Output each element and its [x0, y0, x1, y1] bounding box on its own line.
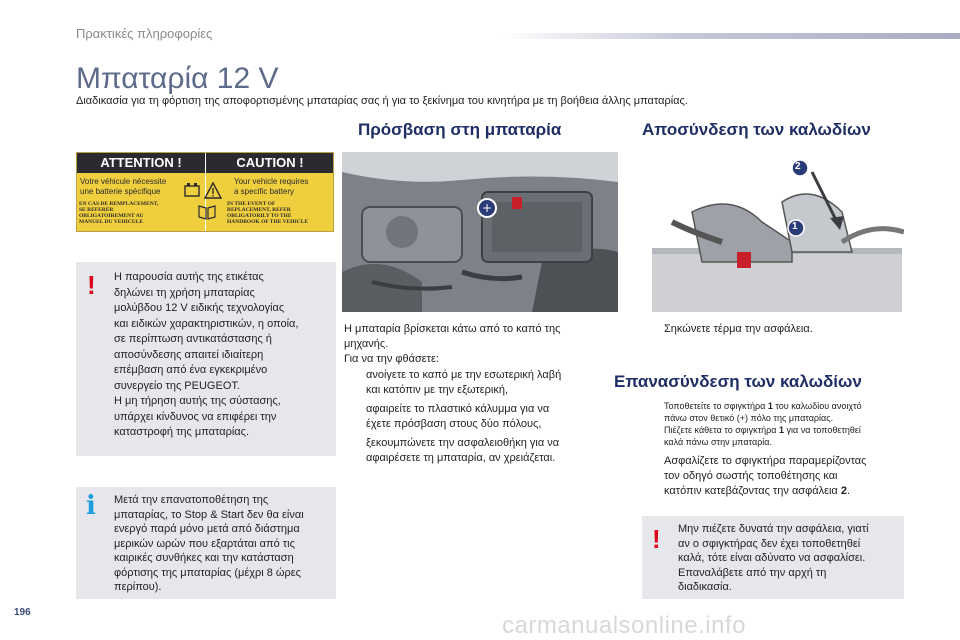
reconnect-step-2b: καλά πάνω στην μπαταρία.	[664, 437, 773, 447]
warning-line: συνεργείο της PEUGEOT.	[114, 379, 240, 392]
callout-2: 2	[795, 161, 801, 172]
access-step-line: ανοίγετε το καπό με την εσωτερική λαβή	[366, 369, 562, 381]
reconnect-step-2: Πιέζετε κάθετα το σφιγκτήρα 1 για να τοποθετηθεί	[664, 425, 861, 435]
cable-disconnect-diagram	[642, 152, 904, 312]
battery-warning-label	[76, 152, 334, 232]
reconnect-step-1b: πάνω στον θετικό (+) πόλο της μπαταρίας.	[664, 413, 834, 423]
label-right-title: CAUTION !	[206, 153, 334, 173]
info-line: Μετά την επανατοποθέτηση της	[114, 494, 269, 506]
reconnect-step-1: Τοποθετείτε το σφιγκτήρα 1 του καλωδίου ανοιχτό	[664, 401, 862, 411]
label-left-fine2: SE REFERER	[79, 207, 114, 213]
access-step-line: και κατόπιν με την εξωτερική,	[366, 384, 509, 396]
warning-line: Η μη τήρηση αυτής της σύστασης,	[114, 395, 281, 407]
access-intro-1: Η μπαταρία βρίσκεται κάτω από το καπό της	[344, 323, 561, 335]
access-intro-3: Για να την φθάσετε:	[344, 353, 439, 365]
access-step-line: αφαιρέσετε τη μπαταρία, αν χρειάζεται.	[366, 452, 556, 464]
reconnect-step-3a: Ασφαλίζετε το σφιγκτήρα παραμερίζοντας	[664, 455, 867, 467]
info-line: μερικών ωρών που εξαρτάται από τις	[114, 537, 295, 550]
label-right-fine1: IN THE EVENT OF	[227, 201, 276, 207]
warning-line: σε περίπτωση αντικατάστασης ή	[114, 333, 272, 345]
warning-panel	[76, 262, 336, 456]
warning-panel-2	[642, 516, 904, 599]
label-right-fine2: REPLACEMENT, REFER	[227, 207, 291, 213]
heading-battery-access: Πρόσβαση στη μπαταρία	[358, 120, 562, 139]
info-panel	[76, 487, 336, 599]
warning-2-line: αν ο σφιγκτήρας δεν έχει τοποθετηθεί	[678, 537, 861, 550]
warning-line: και ειδικών χαρακτηριστικών, η οποία,	[114, 317, 299, 330]
warning-2-line: καλά, τότε είναι αδύνατο να ασφαλίσει.	[678, 552, 866, 564]
label-left-fine3: OBLIGATOIREMENT AU	[79, 213, 144, 219]
page-number: 196	[14, 607, 31, 618]
label-left-fine4: MANUEL DU VEHICULE	[79, 219, 144, 225]
warning-line: επέμβαση από ένα εγκεκριμένο	[114, 364, 268, 376]
label-right-line1: Your vehicle requires	[234, 177, 309, 186]
reconnect-step-3c: κατόπιν κατεβάζοντας την ασφάλεια 2.	[664, 485, 851, 497]
label-left-line1: Votre véhicule nécessite	[80, 177, 167, 186]
svg-text:+: +	[481, 201, 493, 215]
warning-2-line: Μην πιέζετε δυνατά την ασφάλεια, γιατί	[678, 523, 869, 535]
label-right-fine4: HANDBOOK OF THE VEHICLE	[227, 219, 309, 225]
info-line: φόρτισης της μπαταρίας (μέχρι 8 ώρες	[114, 566, 301, 579]
label-left-line2: une batterie spécifique	[80, 187, 161, 196]
label-left-fine1: EN CAS DE REMPLACEMENT,	[79, 201, 159, 207]
heading-disconnect-cables: Αποσύνδεση των καλωδίων	[642, 120, 871, 139]
warning-2-line: διαδικασία.	[678, 581, 732, 593]
watermark: carmanualsonline.info	[502, 612, 746, 639]
info-icon: i	[86, 491, 96, 521]
access-step-line: έχετε πρόσβαση στους δύο πόλους,	[366, 418, 542, 430]
terminal-clamp-illustration	[642, 152, 904, 312]
access-step-line: ξεκουμπώνετε την ασφαλειοθήκη για να	[366, 437, 560, 449]
book-icon	[197, 203, 217, 221]
disconnect-step: Σηκώνετε τέρμα την ασφάλεια.	[664, 323, 813, 335]
label-left-title: ATTENTION !	[77, 153, 205, 173]
header-gradient-bar	[500, 33, 960, 39]
callout-1: 1	[792, 221, 798, 232]
info-line: περίπου).	[114, 581, 162, 593]
warning-line: δηλώνει τη χρήση μπαταρίας	[114, 286, 255, 299]
warning-line: υπάρχει κίνδυνος να επιφέρει την	[114, 410, 277, 423]
warning-line: αποσύνδεσης απαιτεί ιδιαίτερη	[114, 348, 264, 361]
battery-warning-icon	[183, 181, 229, 201]
info-line: καιρικές συνθήκες και την κατάσταση	[114, 552, 294, 564]
warning-line: καταστροφή της μπαταρίας.	[114, 426, 250, 438]
exclamation-icon: !	[87, 270, 96, 300]
section-header: Πρακτικές πληροφορίες	[76, 26, 213, 41]
info-line: μπαταρίας, το Stop & Start δεν θα είναι	[114, 508, 304, 521]
warning-2-line: Επαναλάβετε από την αρχή τη	[678, 566, 827, 579]
heading-reconnect-cables: Επανασύνδεση των καλωδίων	[614, 372, 862, 391]
label-right-line2: a specific battery	[234, 187, 295, 196]
label-right-fine3: OBLIGATORILY TO THE	[227, 213, 292, 219]
exclamation-icon: !	[652, 524, 661, 554]
warning-line: Η παρουσία αυτής της ετικέτας	[114, 271, 264, 283]
access-step-line: αφαιρείτε το πλαστικό κάλυμμα για να	[366, 403, 550, 415]
page-title: Μπαταρία 12 V	[76, 62, 279, 95]
battery-access-photo	[342, 152, 618, 312]
access-intro-2: μηχανής.	[344, 338, 389, 350]
reconnect-step-3b: τον οδηγό σωστής τοποθέτησης και	[664, 470, 838, 482]
info-line: ενεργό παρά μόνο μετά από διάστημα	[114, 523, 300, 535]
warning-line: μολύβδου 12 V ειδικής τεχνολογίας	[114, 302, 285, 314]
engine-bay-illustration	[342, 152, 618, 312]
page-subtitle: Διαδικασία για τη φόρτιση της αποφορτισμένης μπαταρίας σας ή για το ξεκίνημα του κινητήρα με τη βοήθεια άλλης μπαταρίας.	[76, 95, 688, 107]
